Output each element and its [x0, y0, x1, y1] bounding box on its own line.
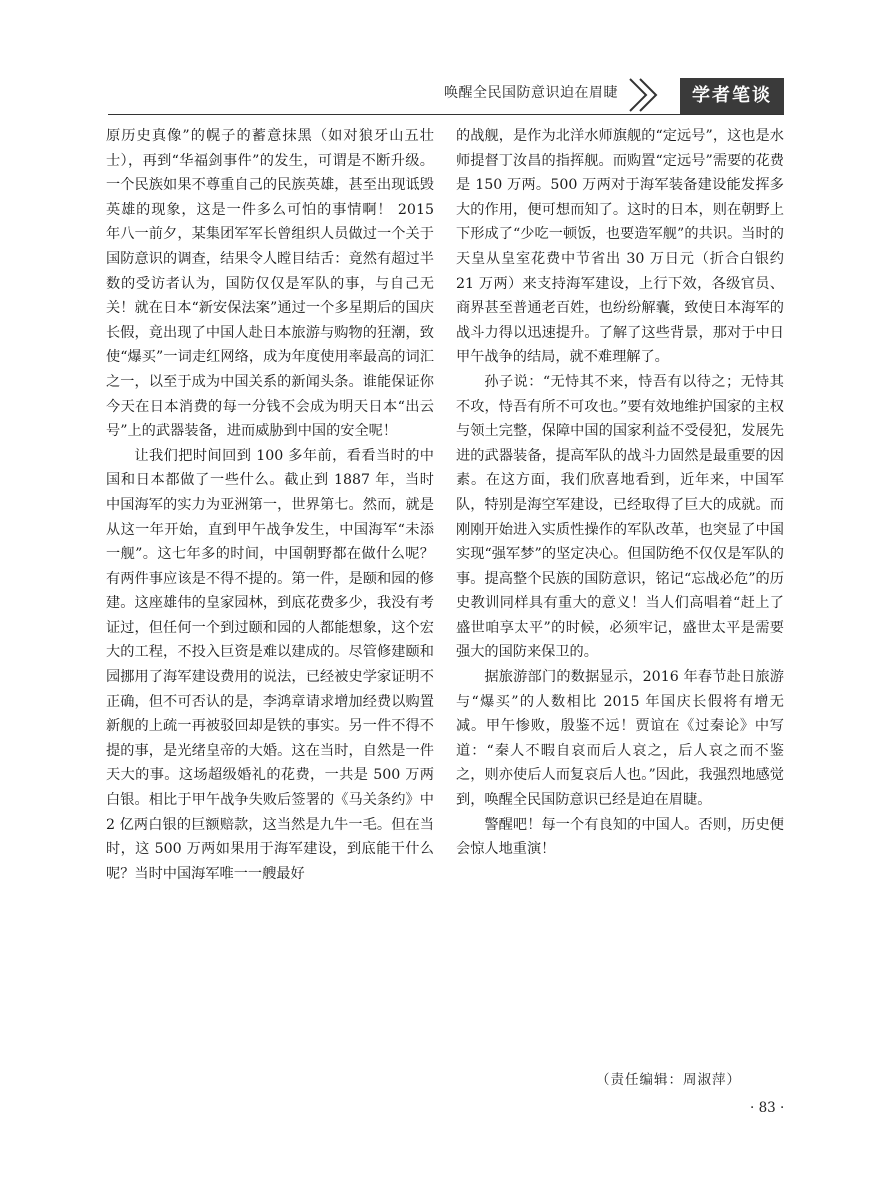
column-name-badge: 学者笔谈: [680, 78, 784, 114]
paragraph: 让我们把时间回到 100 多年前，看看当时的中国和日本都做了一些什么。截止到 1887 年，当时中国海军的实力为亚洲第一，世界第七。然而，就是从这一年开始，直到甲午战争发生，中国海军“未添一舰”。这七年多的时间，中国朝野都在做什么呢？有两件事应该是不得不提的。第一件，是颐和园的修建。这座雄伟的皇家园林，到底花费多少，我没有考证过，但任何一个到过颐和园的人都能想象，这个宏大的工程，不投入巨资是难以建成的。尽管修建颐和园挪用了海军建设费用的说法，已经被史学家证明不正确，但不可否认的是，李鸿章请求增加经费以购置新舰的上疏一再被驳回却是铁的事实。另一件不得不提的事，是光绪皇帝的大婚。这在当时，自然是一件天大的事。这场超级婚礼的花费，一共是 500 万两白银。相比于甲午战争失败后签署的《马关条约》中 2 亿两白银的巨额赔款，这当然是九牛一毛。但在当时，这 500 万两如果用于海军建设，到底能干什么呢？当时中国海军唯一一艘最好: [106, 447, 434, 882]
chevron-arrow-icon: [626, 77, 668, 113]
paragraph: 据旅游部门的数据显示，2016 年春节赴日旅游与“爆买”的人数相比 2015 年国庆长假将有增无减。甲午惨败，殷鉴不远！贾谊在《过秦论》中写道：“秦人不暇自哀而后人哀之，后人哀之而不鉴之，则亦使后人而复哀后人也。”因此，我强烈地感觉到，唤醒全民国防意识已经是迫在眉睫。: [456, 669, 784, 809]
page-number: · 83 ·: [750, 1100, 785, 1116]
paragraph: 原历史真像”的幌子的蓄意抹黑（如对狼牙山五壮士），再到“华福剑事件”的发生，可谓是不断升级。一个民族如果不尊重自己的民族英雄，甚至出现诋毁英雄的现象，这是一件多么可怕的事情啊！ 2015 年八一前夕，某集团军军长曾组织人员做过一个关于国防意识的调查，结果令人瞠目结舌：竟然有超过半数的受访者认为，国防仅仅是军队的事，与自己无关！就在日本“新安保法案”通过一个多星期后的国庆长假，竟出现了中国人赴日本旅游与购物的狂潮，致使“爆买”一词走红网络，成为年度使用率最高的词汇之一，以至于成为中国关系的新闻头条。谁能保证你今天在日本消费的每一分钱不会成为明天日本“出云号”上的武器装备，进而威胁到中国的安全呢！: [106, 128, 434, 440]
paragraph: 孙子说：“无恃其不来，恃吾有以待之；无恃其不攻，恃吾有所不可攻也。”要有效地维护国家的主权与领土完整，保障中国的国家利益不受侵犯，发展先进的武器装备，提高军队的战斗力固然是最重要的因素。在这方面，我们欣喜地看到，近年来，中国军队，特别是海空军建设，已经取得了巨大的成就。而刚刚开始进入实质性操作的军队改革，也突显了中国实现“强军梦”的坚定决心。但国防绝不仅仅是军队的事。提高整个民族的国防意识，铭记“忘战必危”的历史教训同样具有重大的意义！当人们高唱着“赶上了盛世咱享太平”的时候，必须牢记，盛世太平是需要强大的国防来保卫的。: [456, 373, 784, 661]
left-column: [106, 124, 434, 886]
page-header: [108, 78, 784, 116]
section-title: 唤醒全民国防意识迫在眉睫: [444, 85, 618, 101]
paragraph: 警醒吧！每一个有良知的中国人。否则，历史便会惊人地重演！: [456, 816, 784, 858]
editor-note: （责任编辑：周淑萍）: [596, 1072, 741, 1088]
header-divider: [108, 114, 784, 115]
right-column: [456, 124, 784, 862]
paragraph: 的战舰，是作为北洋水师旗舰的“定远号”，这也是水师提督丁汝昌的指挥舰。而购置“定远号”需要的花费是 150 万两。500 万两对于海军装备建设能发挥多大的作用，便可想而知了。这时的日本，则在朝野上下形成了“少吃一顿饭，也要造军舰”的共识。当时的天皇从皇室花费中节省出 30 万日元（折合白银约 21 万两）来支持海军建设，上行下效，各级官员、商界甚至普通老百姓，也纷纷解囊，致使日本海军的战斗力得以迅速提升。了解了这些背景，那对于中日甲午战争的结局，就不难理解了。: [456, 128, 784, 366]
